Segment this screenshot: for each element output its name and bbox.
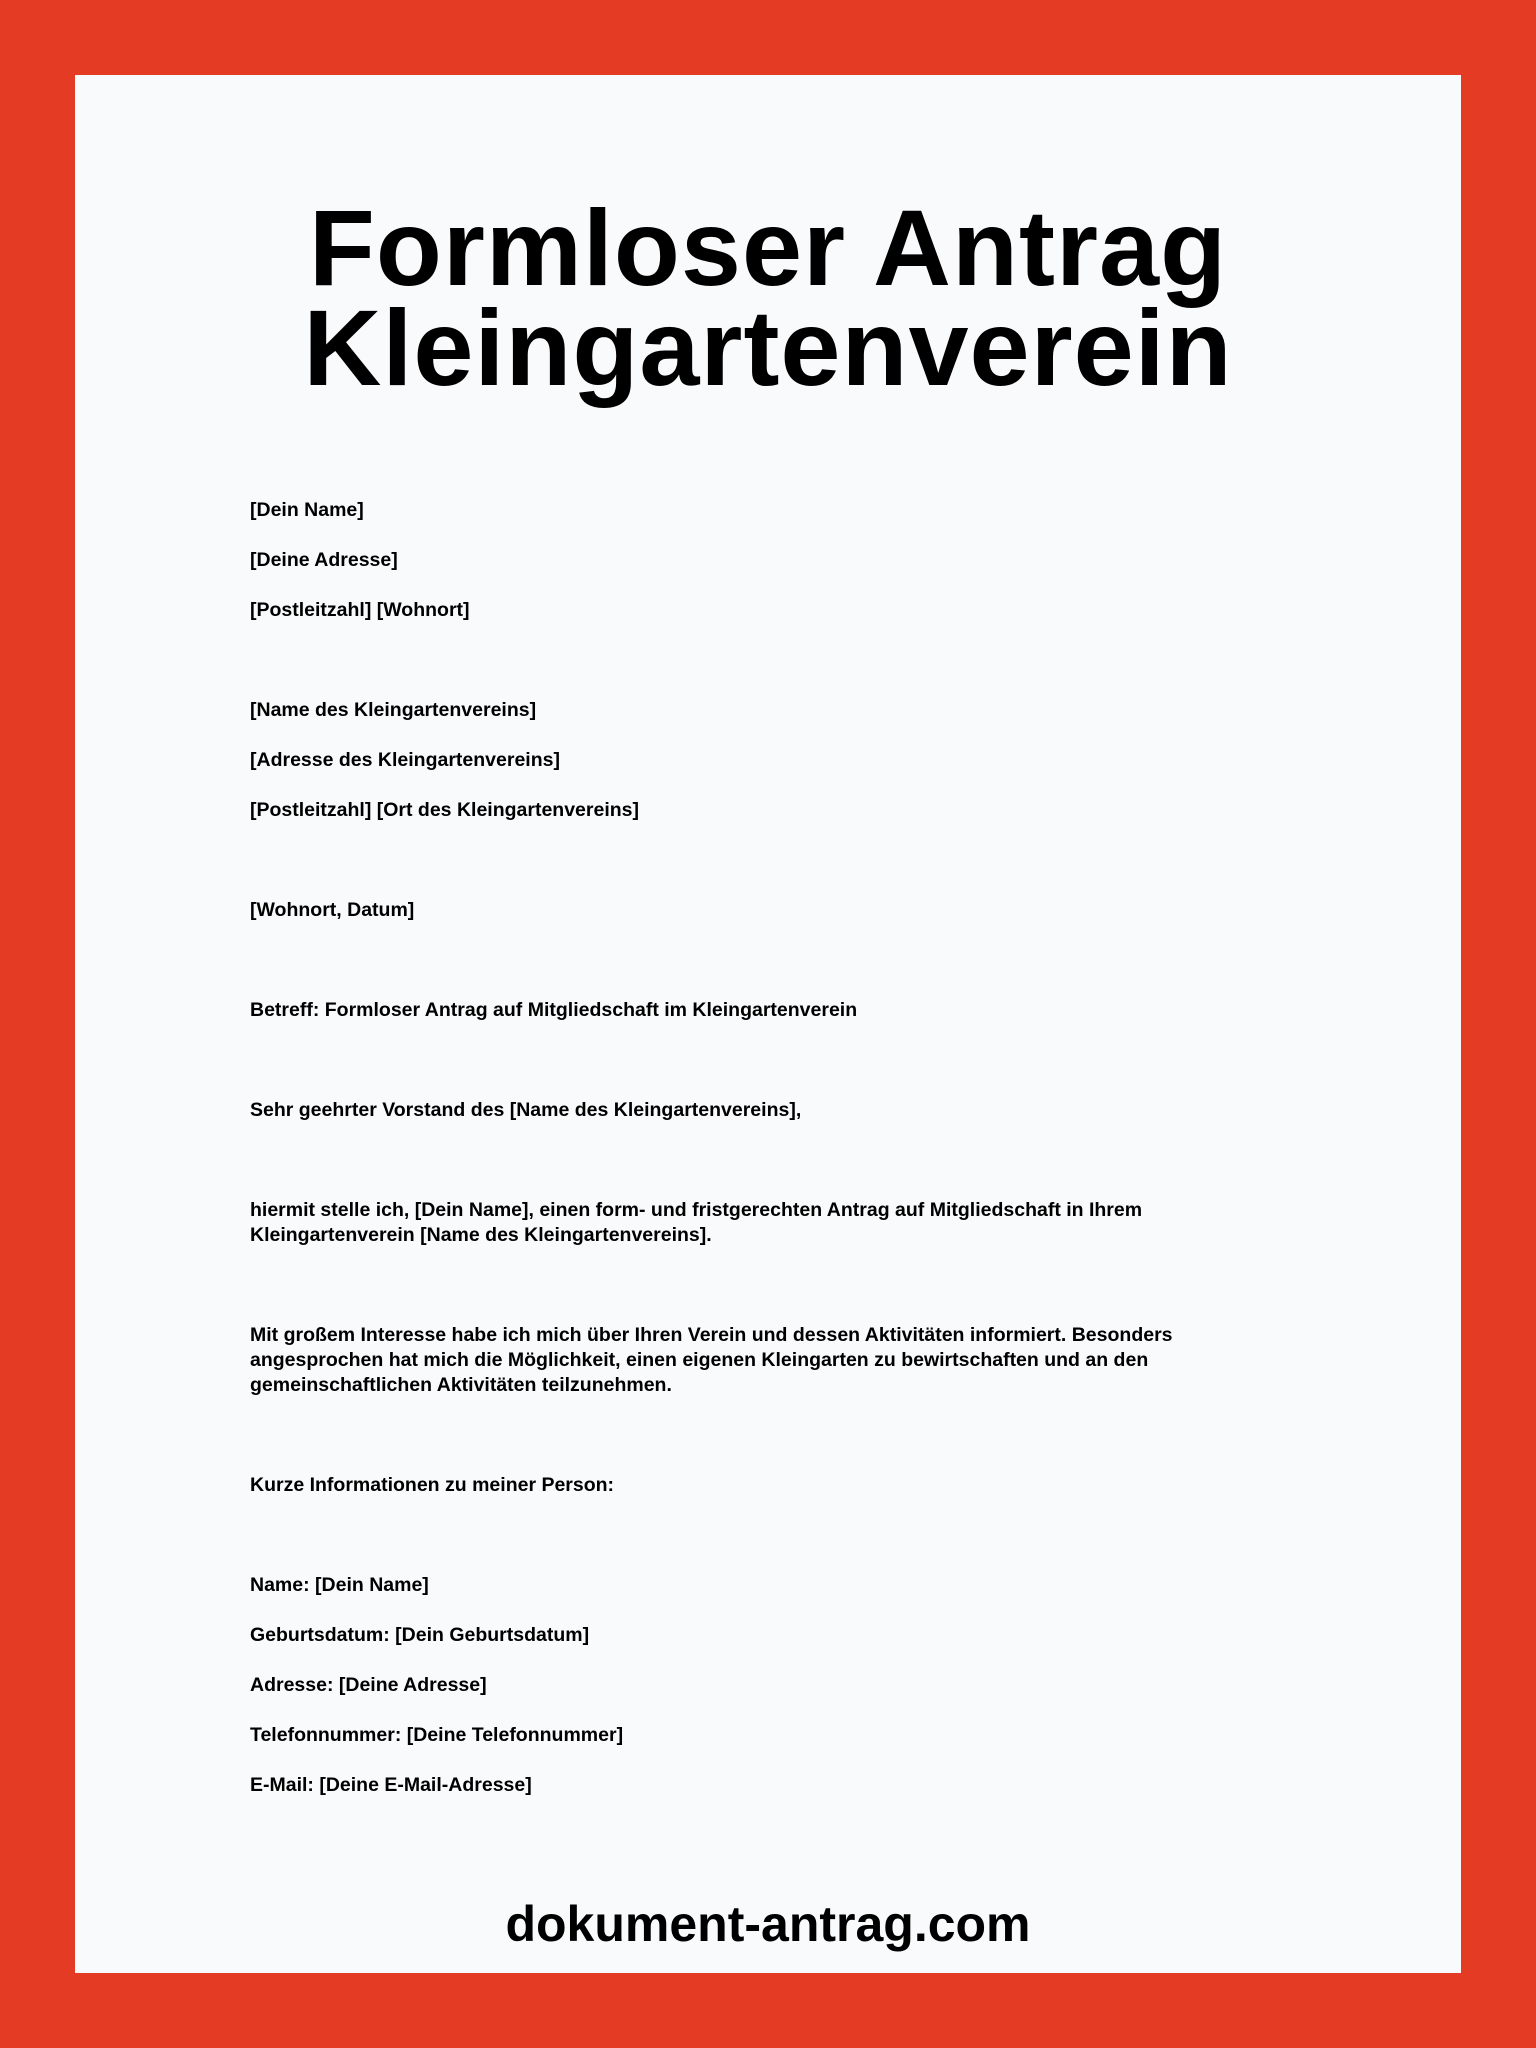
sender-address: [Deine Adresse] xyxy=(250,549,398,571)
title-line-2: Kleingartenverein xyxy=(303,287,1233,408)
recipient-name: [Name des Kleingartenvereins] xyxy=(250,699,537,721)
info-address: Adresse: [Deine Adresse] xyxy=(250,1674,487,1696)
info-name: Name: [Dein Name] xyxy=(250,1574,429,1596)
salutation: Sehr geehrter Vorstand des [Name des Kleingartenvereins], xyxy=(250,1099,802,1121)
info-heading: Kurze Informationen zu meiner Person: xyxy=(250,1474,615,1496)
footer-website: dokument-antrag.com xyxy=(505,1896,1031,1952)
paragraph-interest: Mit großem Interesse habe ich mich über Ihren Verein und dessen Aktivitäten informiert. Besonders angesprochen hat mich die Möglichkeit, einen eigenen Kleingarten zu bewirtschaften und an den gemeinschaftlichen Aktivitäten teilzunehmen. xyxy=(250,1324,1173,1396)
sender-name: [Dein Name] xyxy=(250,499,364,521)
place-date: [Wohnort, Datum] xyxy=(250,899,415,921)
document-title xyxy=(75,187,1461,408)
subject-line: Betreff: Formloser Antrag auf Mitgliedschaft im Kleingartenverein xyxy=(250,999,858,1021)
title-line-1: Formloser Antrag xyxy=(308,187,1228,308)
paragraph-application: hiermit stelle ich, [Dein Name], einen form- und fristgerechten Antrag auf Mitgliedschaft in Ihrem Kleingartenverein [Name des Kleingartenvereins]. xyxy=(250,1199,1143,1246)
info-birthdate: Geburtsdatum: [Dein Geburtsdatum] xyxy=(250,1624,590,1646)
recipient-city: [Postleitzahl] [Ort des Kleingartenvereins] xyxy=(250,799,640,821)
document-page xyxy=(75,75,1461,1973)
sender-city: [Postleitzahl] [Wohnort] xyxy=(250,599,470,621)
info-email: E-Mail: [Deine E-Mail-Adresse] xyxy=(250,1774,532,1796)
recipient-address: [Adresse des Kleingartenvereins] xyxy=(250,749,560,771)
info-phone: Telefonnummer: [Deine Telefonnummer] xyxy=(250,1724,624,1746)
